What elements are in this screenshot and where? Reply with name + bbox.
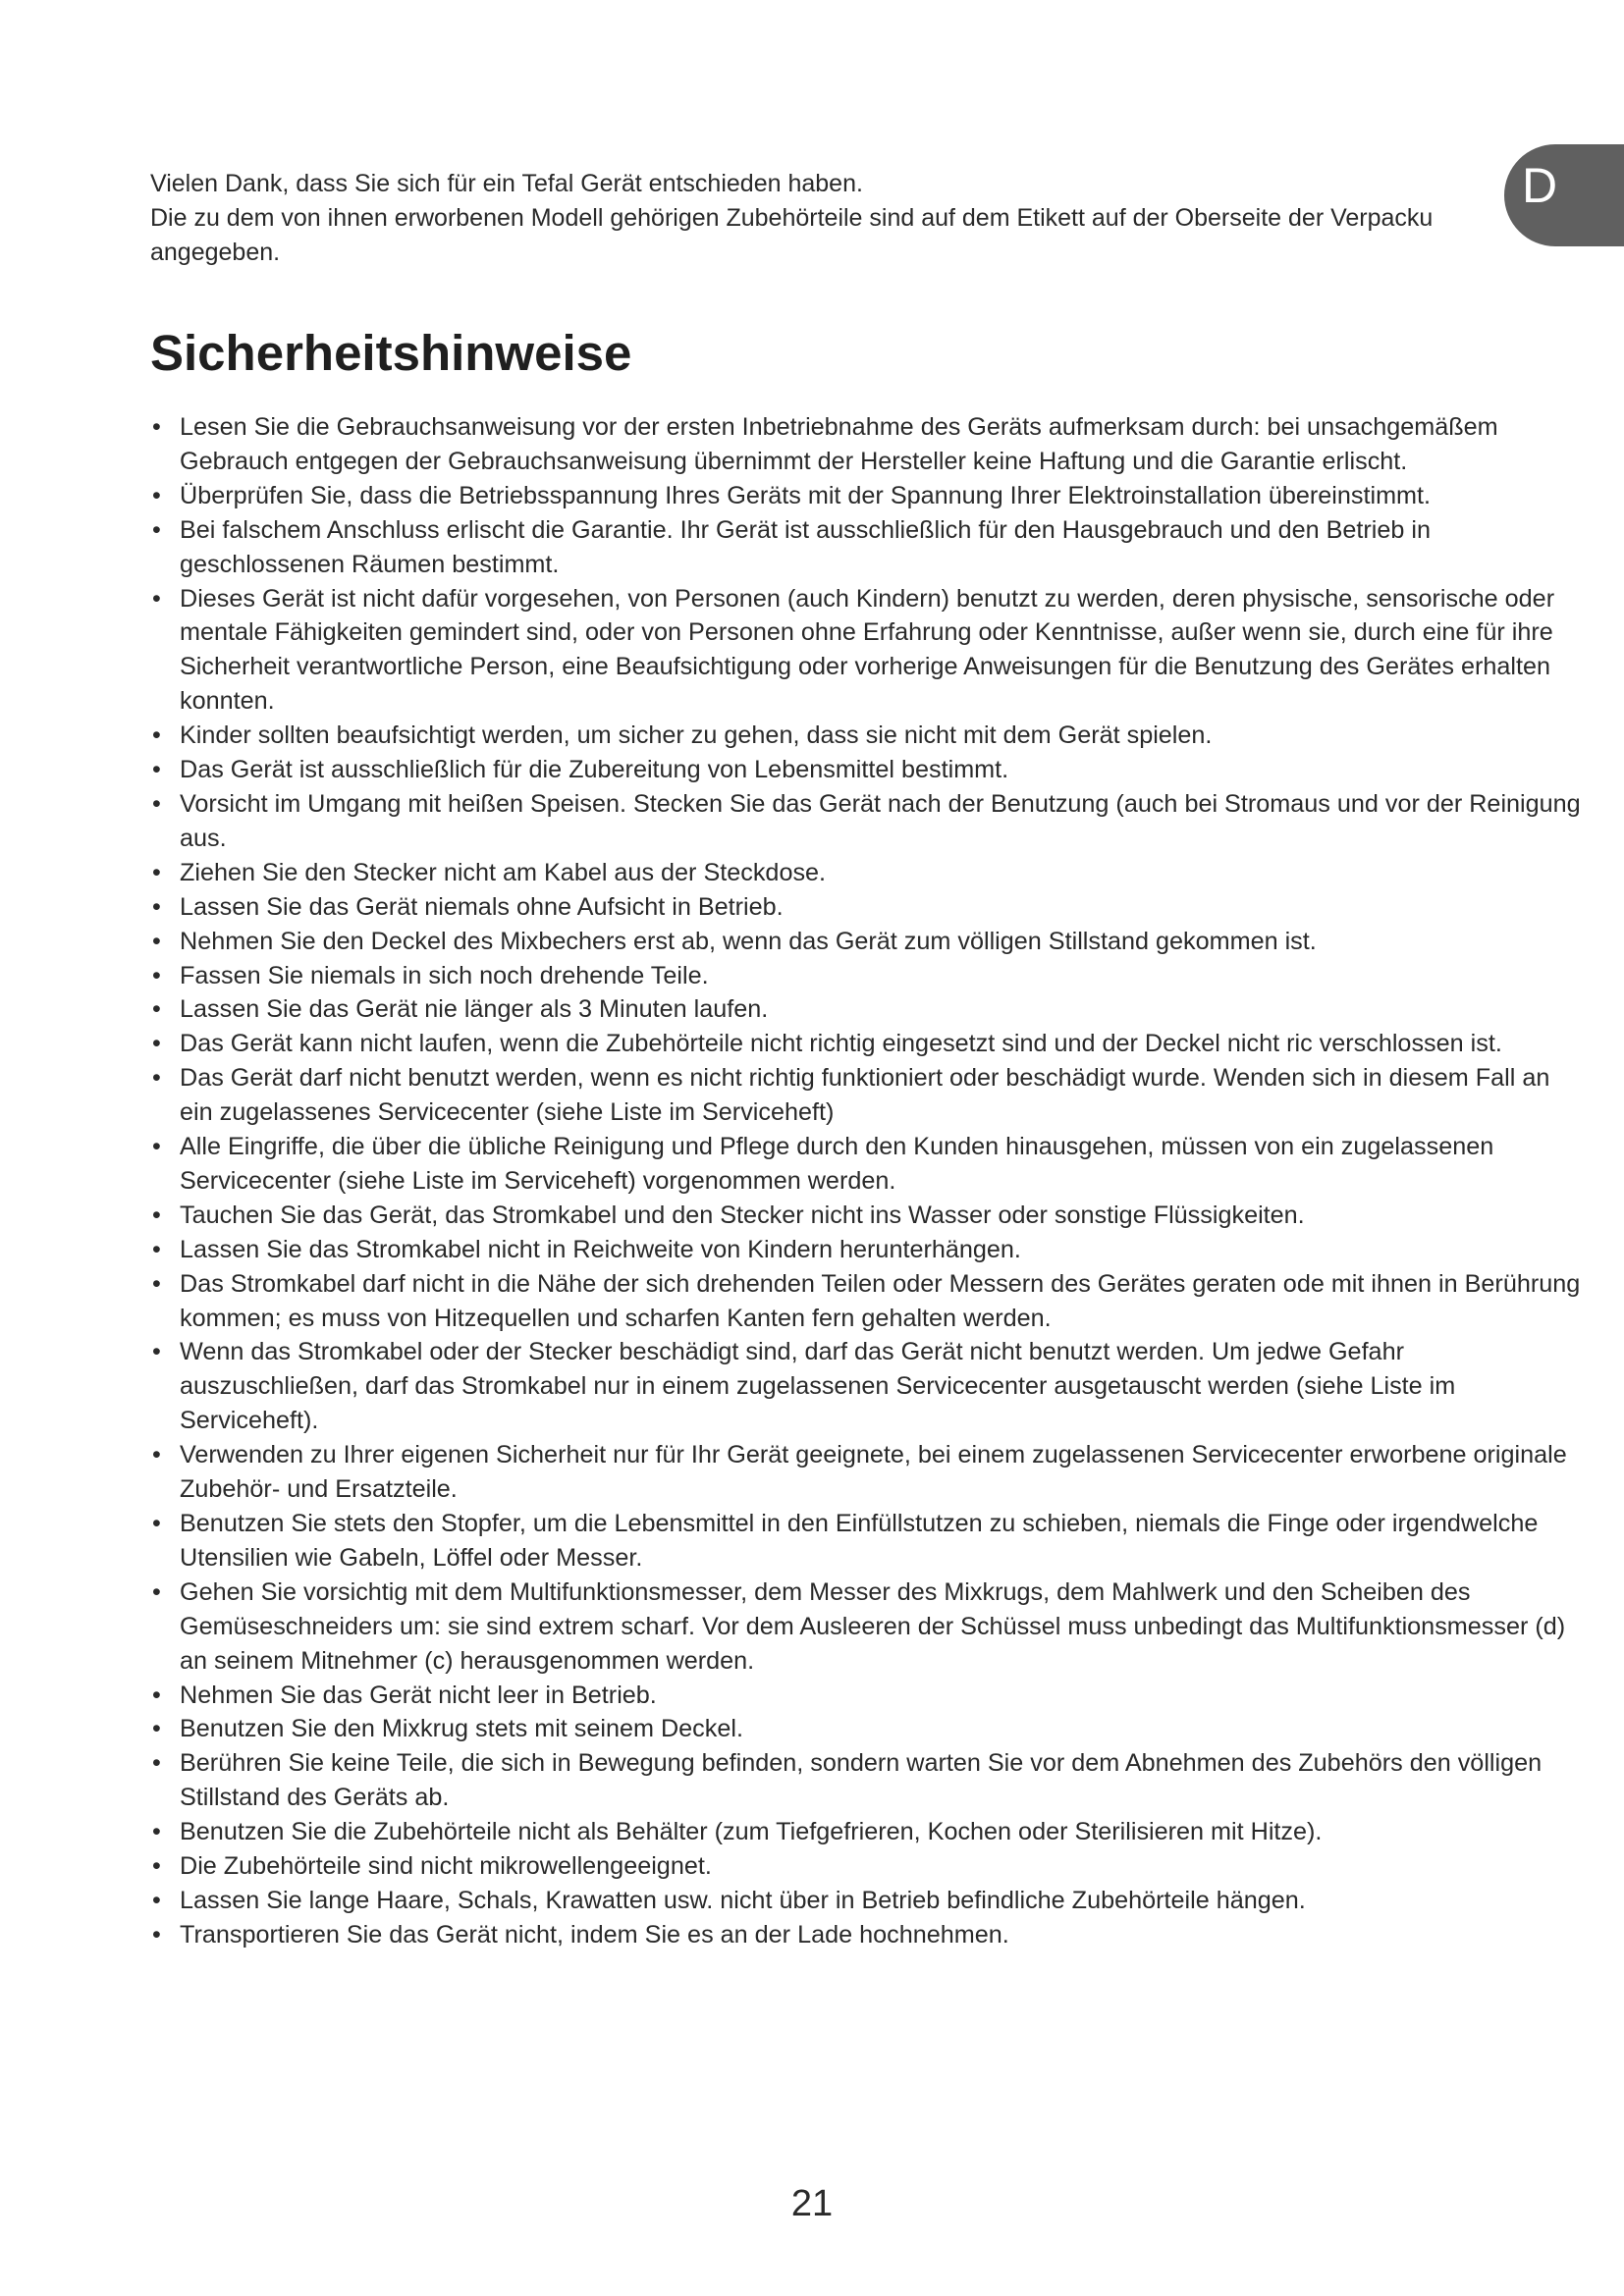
- list-item: [0, 890, 1591, 925]
- bullet-icon: •: [152, 1064, 161, 1093]
- list-item-text: Berühren Sie keine Teile, die sich in Bewegung befinden, sondern warten Sie vor dem Abnehmen des Zubehörs den völligen Stillstand des Geräts ab.: [180, 1749, 1543, 1812]
- list-item: [0, 1918, 1591, 1952]
- list-item-text: Benutzen Sie den Mixkrug stets mit seinem Deckel.: [180, 1715, 743, 1743]
- list-item-text: Das Gerät ist ausschließlich für die Zubereitung von Lebensmittel bestimmt.: [180, 756, 1009, 784]
- list-item-text: Lassen Sie das Stromkabel nicht in Reichweite von Kindern herunterhängen.: [180, 1235, 1021, 1263]
- intro-line-1: Vielen Dank, dass Sie sich für ein Tefal Gerät entschieden haben.: [150, 170, 863, 197]
- bullet-icon: •: [152, 858, 161, 886]
- list-item: [0, 1712, 1591, 1746]
- list-item-text: Tauchen Sie das Gerät, das Stromkabel und den Stecker nicht ins Wasser oder sonstige Flüssigkeiten.: [180, 1201, 1305, 1229]
- bullet-icon: •: [152, 1030, 161, 1058]
- intro-text: [150, 167, 1584, 270]
- list-item-text: Das Gerät kann nicht laufen, wenn die Zubehörteile nicht richtig eingesetzt sind und der Deckel nicht ric verschlossen ist.: [180, 1030, 1502, 1058]
- list-item: [0, 719, 1591, 753]
- language-tab-letter: D: [1522, 158, 1558, 213]
- bullet-icon: •: [152, 584, 161, 613]
- bullet-icon: •: [152, 481, 161, 509]
- list-item: [0, 1199, 1591, 1233]
- list-item-text: Vorsicht im Umgang mit heißen Speisen. Stecken Sie das Gerät nach der Benutzung (auch bei Stromaus und vor der Reinigung aus.: [180, 789, 1581, 852]
- bullet-icon: •: [152, 1886, 161, 1914]
- list-item: [0, 1335, 1591, 1438]
- list-item: [0, 992, 1591, 1027]
- list-item-text: Gehen Sie vorsichtig mit dem Multifunktionsmesser, dem Messer des Mixkrugs, dem Mahlwerk und den Scheiben des Gemüseschneiders um: sie sind extrem scharf. Vor dem Ausleeren der Schüssel muss unbedingt das Multifunktionsmesser (d) an seinem Mitnehmer (c) herausgenommen werden.: [180, 1577, 1566, 1675]
- bullet-icon: •: [152, 1201, 161, 1229]
- bullet-icon: •: [152, 1749, 161, 1778]
- list-item-text: Fassen Sie niemals in sich noch drehende Teile.: [180, 961, 709, 989]
- list-item: [0, 1027, 1591, 1061]
- bullet-icon: •: [152, 1920, 161, 1949]
- bullet-icon: •: [152, 961, 161, 989]
- list-item: [0, 856, 1591, 890]
- list-item: [0, 1884, 1591, 1918]
- list-item: [0, 1267, 1591, 1336]
- list-item-text: Überprüfen Sie, dass die Betriebsspannung Ihres Geräts mit der Spannung Ihrer Elektroinstallation übereinstimmt.: [180, 481, 1432, 509]
- list-item-text: Lassen Sie das Gerät niemals ohne Aufsicht in Betrieb.: [180, 892, 784, 921]
- list-item: [0, 753, 1591, 787]
- bullet-icon: •: [152, 515, 161, 544]
- list-item-text: Das Stromkabel darf nicht in die Nähe der sich drehenden Teilen oder Messern des Gerätes geraten ode mit ihnen in Berührung kommen; es muss von Hitzequellen und scharfen Kanten fern gehalten werden.: [180, 1269, 1581, 1332]
- list-item: [0, 1815, 1591, 1849]
- list-item-text: Bei falschem Anschluss erlischt die Garantie. Ihr Gerät ist ausschließlich für den Hausgebrauch und den Betrieb in geschlossenen Räumen bestimmt.: [180, 515, 1432, 578]
- list-item-text: Die Zubehörteile sind nicht mikrowellengeeignet.: [180, 1852, 712, 1881]
- list-item: [0, 479, 1591, 513]
- intro-line-2: Die zu dem von ihnen erworbenen Modell gehörigen Zubehörteile sind auf dem Etikett auf der Oberseite der Verpacku: [150, 204, 1434, 232]
- list-item: [0, 1061, 1591, 1130]
- list-item: [0, 1746, 1591, 1815]
- list-item-text: Nehmen Sie das Gerät nicht leer in Betrieb.: [180, 1681, 657, 1709]
- bullet-icon: •: [152, 892, 161, 921]
- list-item-text: Benutzen Sie stets den Stopfer, um die Lebensmittel in den Einfüllstutzen zu schieben, niemals die Finge oder irgendwelche Utensilien wie Gabeln, Löffel oder Messer.: [180, 1510, 1539, 1572]
- list-item-text: Alle Eingriffe, die über die übliche Reinigung und Pflege durch den Kunden hinausgehen, müssen von ein zugelassenen Servicecenter (siehe Liste im Serviceheft) vorgenommen werden.: [180, 1133, 1494, 1195]
- list-item-text: Verwenden zu Ihrer eigenen Sicherheit nur für Ihr Gerät geeignete, bei einem zugelassenen Servicecenter erworbene originale Zubehör- und Ersatzteile.: [180, 1441, 1567, 1504]
- list-item-text: Benutzen Sie die Zubehörteile nicht als Behälter (zum Tiefgefrieren, Kochen oder Sterilisieren mit Hitze).: [180, 1818, 1323, 1846]
- safety-instructions-list: [0, 410, 1591, 1952]
- list-item-text: Nehmen Sie den Deckel des Mixbechers erst ab, wenn das Gerät zum völligen Stillstand gekommen ist.: [180, 927, 1317, 955]
- list-item: [0, 925, 1591, 959]
- list-item: [0, 787, 1591, 856]
- list-item: [0, 959, 1591, 993]
- bullet-icon: •: [152, 1715, 161, 1743]
- list-item-text: Kinder sollten beaufsichtigt werden, um sicher zu gehen, dass sie nicht mit dem Gerät spielen.: [180, 721, 1213, 750]
- list-item-text: Wenn das Stromkabel oder der Stecker beschädigt sind, darf das Gerät nicht benutzt werden. Um jedwe Gefahr auszuschließen, darf das Stromkabel nur in einem zugelassenen Servicecenter ausgetauscht werden (siehe Liste im Serviceheft).: [180, 1338, 1456, 1435]
- list-item: [0, 1575, 1591, 1679]
- bullet-icon: •: [152, 413, 161, 441]
- bullet-icon: •: [152, 995, 161, 1024]
- list-item-text: Dieses Gerät ist nicht dafür vorgesehen, von Personen (auch Kindern) benutzt zu werden, deren physische, sensorische oder mentale Fähigkeiten gemindert sind, oder von Personen ohne Erfahrung oder Kenntnisse, außer wenn sie, durch eine für ihre Sicherheit verantwortliche Person, eine Beaufsichtigung oder vorherige Anweisungen für die Benutzung des Gerätes erhalten konnten.: [180, 584, 1555, 716]
- list-item-text: Ziehen Sie den Stecker nicht am Kabel aus der Steckdose.: [180, 858, 827, 886]
- list-item-text: Das Gerät darf nicht benutzt werden, wenn es nicht richtig funktioniert oder beschädigt wurde. Wenden sich in diesem Fall an ein zugelassenes Servicecenter (siehe Liste im Serviceheft): [180, 1064, 1550, 1127]
- bullet-icon: •: [152, 1235, 161, 1263]
- list-item: [0, 1849, 1591, 1884]
- list-item-text: Lesen Sie die Gebrauchsanweisung vor der ersten Inbetriebnahme des Geräts aufmerksam durch: bei unsachgemäßem Gebrauch entgegen der Gebrauchsanweisung übernimmt der Hersteller keine Haftung und die Garantie erlischt.: [180, 413, 1498, 475]
- bullet-icon: •: [152, 1852, 161, 1881]
- list-item: [0, 410, 1591, 479]
- section-title: Sicherheitshinweise: [150, 325, 632, 381]
- list-item: [0, 1130, 1591, 1199]
- bullet-icon: •: [152, 1441, 161, 1469]
- list-item: [0, 1507, 1591, 1575]
- list-item: [0, 1233, 1591, 1267]
- bullet-icon: •: [152, 1681, 161, 1709]
- intro-line-3: angegeben.: [150, 239, 281, 266]
- list-item-text: Lassen Sie das Gerät nie länger als 3 Minuten laufen.: [180, 995, 769, 1024]
- bullet-icon: •: [152, 1510, 161, 1537]
- bullet-icon: •: [152, 789, 161, 818]
- bullet-icon: •: [152, 927, 161, 955]
- bullet-icon: •: [152, 1338, 161, 1366]
- list-item: [0, 1438, 1591, 1507]
- list-item: [0, 1679, 1591, 1713]
- list-item: [0, 582, 1591, 720]
- list-item-text: Transportieren Sie das Gerät nicht, indem Sie es an der Lade hochnehmen.: [180, 1920, 1009, 1949]
- bullet-icon: •: [152, 1133, 161, 1161]
- page-number: 21: [790, 2183, 834, 2224]
- list-item: [0, 513, 1591, 582]
- bullet-icon: •: [152, 1269, 161, 1298]
- bullet-icon: •: [152, 1577, 161, 1606]
- list-item-text: Lassen Sie lange Haare, Schals, Krawatten usw. nicht über in Betrieb befindliche Zubehörteile hängen.: [180, 1886, 1306, 1914]
- bullet-icon: •: [152, 721, 161, 750]
- bullet-icon: •: [152, 756, 161, 784]
- bullet-icon: •: [152, 1818, 161, 1846]
